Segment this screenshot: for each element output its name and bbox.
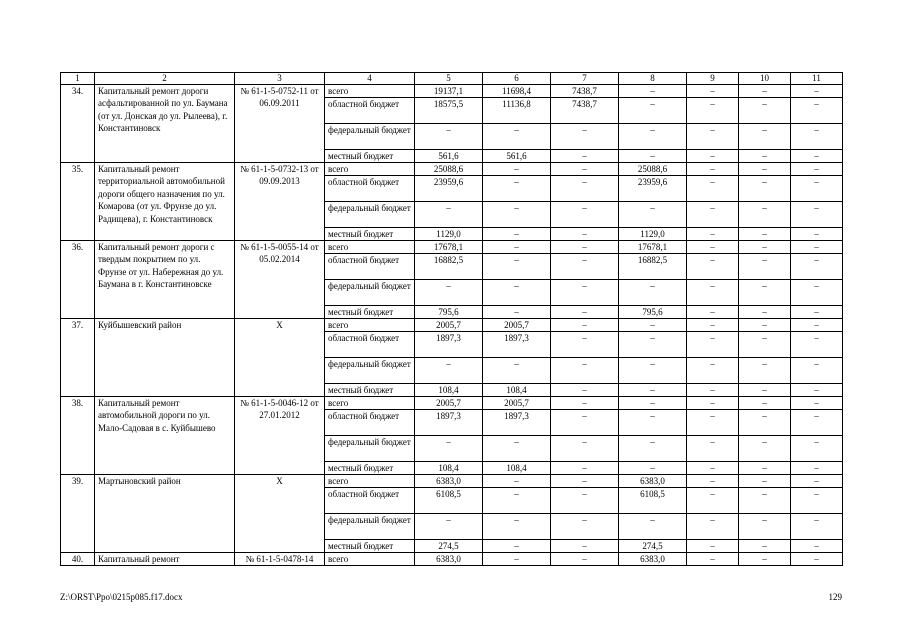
amount-cell: –: [687, 202, 739, 228]
amount-cell: –: [739, 397, 791, 410]
amount-cell: –: [619, 436, 687, 462]
funding-source: областной бюджет: [325, 410, 415, 436]
amount-cell: –: [687, 475, 739, 488]
amount-cell: –: [483, 241, 551, 254]
registration-number: № 61-1-5-0478-14: [235, 553, 325, 566]
amount-cell: –: [619, 319, 687, 332]
amount-cell: –: [483, 176, 551, 202]
amount-cell: 6383,0: [619, 553, 687, 566]
row-number: 34.: [61, 85, 95, 163]
amount-cell: 274,5: [619, 540, 687, 553]
amount-cell: –: [687, 462, 739, 475]
object-name: Капитальный ремонт дороги асфальтированной по ул. Баумана (от ул. Донская до ул. Рылеева), г. Константиновск: [95, 85, 235, 163]
funding-source: федеральный бюджет: [325, 124, 415, 150]
amount-cell: 6383,0: [619, 475, 687, 488]
amount-cell: 16882,5: [619, 254, 687, 280]
amount-cell: –: [687, 163, 739, 176]
amount-cell: 2005,7: [483, 397, 551, 410]
amount-cell: –: [551, 358, 619, 384]
amount-cell: –: [551, 280, 619, 306]
table-row: [61, 85, 843, 98]
funding-source: местный бюджет: [325, 384, 415, 397]
amount-cell: 17678,1: [619, 241, 687, 254]
funding-source: федеральный бюджет: [325, 202, 415, 228]
amount-cell: –: [551, 202, 619, 228]
amount-cell: –: [739, 228, 791, 241]
amount-cell: –: [551, 410, 619, 436]
amount-cell: –: [687, 358, 739, 384]
funding-source: местный бюджет: [325, 462, 415, 475]
amount-cell: –: [687, 228, 739, 241]
amount-cell: –: [619, 384, 687, 397]
file-path: Z:\ORST\Ppo\0215p085.f17.docx: [60, 592, 183, 602]
table-row: [61, 397, 843, 410]
table-body: [61, 85, 843, 566]
amount-cell: –: [739, 488, 791, 514]
amount-cell: 108,4: [415, 384, 483, 397]
amount-cell: –: [739, 410, 791, 436]
amount-cell: 25088,6: [415, 163, 483, 176]
amount-cell: –: [739, 332, 791, 358]
funding-source: всего: [325, 319, 415, 332]
amount-cell: –: [739, 319, 791, 332]
amount-cell: –: [687, 124, 739, 150]
registration-number: № 61-1-5-0732-13 от 09.09.2013: [235, 163, 325, 241]
object-name: Капитальный ремонт дороги с твердым покрытием по ул. Фрунзе от ул. Набережная до ул. Баумана в г. Константиновске: [95, 241, 235, 319]
amount-cell: –: [619, 280, 687, 306]
amount-cell: –: [791, 358, 843, 384]
amount-cell: 795,6: [619, 306, 687, 319]
amount-cell: 6383,0: [415, 553, 483, 566]
amount-cell: –: [791, 124, 843, 150]
amount-cell: –: [619, 514, 687, 540]
amount-cell: –: [619, 397, 687, 410]
amount-cell: –: [791, 384, 843, 397]
amount-cell: –: [551, 254, 619, 280]
funding-source: областной бюджет: [325, 488, 415, 514]
amount-cell: 1897,3: [415, 410, 483, 436]
object-name: Куйбышевский район: [95, 319, 235, 397]
amount-cell: –: [687, 306, 739, 319]
amount-cell: –: [739, 124, 791, 150]
amount-cell: –: [791, 397, 843, 410]
amount-cell: –: [791, 540, 843, 553]
amount-cell: –: [739, 475, 791, 488]
registration-number: X: [235, 475, 325, 553]
funding-source: местный бюджет: [325, 540, 415, 553]
amount-cell: –: [619, 98, 687, 124]
amount-cell: 108,4: [483, 462, 551, 475]
amount-cell: –: [551, 540, 619, 553]
amount-cell: –: [619, 150, 687, 163]
amount-cell: –: [551, 163, 619, 176]
amount-cell: –: [739, 163, 791, 176]
amount-cell: –: [551, 124, 619, 150]
amount-cell: –: [551, 553, 619, 566]
amount-cell: 108,4: [415, 462, 483, 475]
amount-cell: –: [551, 241, 619, 254]
amount-cell: –: [687, 98, 739, 124]
amount-cell: –: [619, 85, 687, 98]
amount-cell: –: [551, 514, 619, 540]
col-header: 4: [325, 73, 415, 85]
table-row: [61, 163, 843, 176]
amount-cell: 561,6: [483, 150, 551, 163]
amount-cell: –: [739, 176, 791, 202]
amount-cell: 25088,6: [619, 163, 687, 176]
amount-cell: –: [415, 514, 483, 540]
amount-cell: –: [687, 280, 739, 306]
amount-cell: 6383,0: [415, 475, 483, 488]
funding-source: всего: [325, 553, 415, 566]
amount-cell: –: [551, 462, 619, 475]
col-header: 3: [235, 73, 325, 85]
amount-cell: –: [791, 85, 843, 98]
amount-cell: –: [551, 306, 619, 319]
registration-number: X: [235, 319, 325, 397]
col-header: 1: [61, 73, 95, 85]
amount-cell: –: [687, 332, 739, 358]
amount-cell: –: [483, 436, 551, 462]
amount-cell: –: [739, 553, 791, 566]
col-header: 7: [551, 73, 619, 85]
amount-cell: –: [791, 488, 843, 514]
table-row: [61, 319, 843, 332]
amount-cell: –: [483, 254, 551, 280]
amount-cell: –: [415, 280, 483, 306]
amount-cell: 6108,5: [415, 488, 483, 514]
amount-cell: 16882,5: [415, 254, 483, 280]
row-number: 39.: [61, 475, 95, 553]
amount-cell: –: [483, 358, 551, 384]
amount-cell: –: [619, 410, 687, 436]
amount-cell: 1129,0: [619, 228, 687, 241]
amount-cell: 795,6: [415, 306, 483, 319]
funding-source: всего: [325, 475, 415, 488]
funding-source: областной бюджет: [325, 254, 415, 280]
amount-cell: –: [551, 150, 619, 163]
amount-cell: –: [739, 150, 791, 163]
amount-cell: –: [619, 202, 687, 228]
amount-cell: –: [551, 319, 619, 332]
object-name: Капитальный ремонт автомобильной дороги по ул. Мало-Садовая в с. Куйбышево: [95, 397, 235, 475]
amount-cell: –: [739, 280, 791, 306]
amount-cell: –: [739, 436, 791, 462]
amount-cell: –: [791, 254, 843, 280]
registration-number: № 61-1-5-0046-12 от 27.01.2012: [235, 397, 325, 475]
amount-cell: –: [551, 488, 619, 514]
funding-source: местный бюджет: [325, 306, 415, 319]
amount-cell: –: [791, 241, 843, 254]
amount-cell: –: [739, 540, 791, 553]
amount-cell: –: [687, 241, 739, 254]
amount-cell: –: [791, 98, 843, 124]
col-header: 2: [95, 73, 235, 85]
amount-cell: –: [687, 553, 739, 566]
amount-cell: –: [739, 254, 791, 280]
amount-cell: –: [687, 410, 739, 436]
amount-cell: 18575,5: [415, 98, 483, 124]
amount-cell: –: [739, 358, 791, 384]
amount-cell: 7438,7: [551, 85, 619, 98]
funding-source: областной бюджет: [325, 332, 415, 358]
amount-cell: –: [483, 553, 551, 566]
amount-cell: –: [415, 358, 483, 384]
funding-source: федеральный бюджет: [325, 436, 415, 462]
amount-cell: –: [551, 228, 619, 241]
amount-cell: –: [791, 176, 843, 202]
amount-cell: –: [739, 202, 791, 228]
amount-cell: –: [619, 332, 687, 358]
col-header: 9: [687, 73, 739, 85]
amount-cell: 561,6: [415, 150, 483, 163]
amount-cell: –: [687, 254, 739, 280]
amount-cell: –: [791, 150, 843, 163]
amount-cell: 274,5: [415, 540, 483, 553]
row-number: 40.: [61, 553, 95, 566]
amount-cell: –: [619, 358, 687, 384]
funding-source: местный бюджет: [325, 228, 415, 241]
amount-cell: –: [551, 384, 619, 397]
registration-number: № 61-1-5-0752-11 от 06.09.2011: [235, 85, 325, 163]
amount-cell: 17678,1: [415, 241, 483, 254]
row-number: 35.: [61, 163, 95, 241]
amount-cell: –: [791, 475, 843, 488]
amount-cell: –: [791, 332, 843, 358]
amount-cell: –: [619, 124, 687, 150]
amount-cell: 23959,6: [415, 176, 483, 202]
amount-cell: –: [791, 553, 843, 566]
amount-cell: –: [739, 85, 791, 98]
amount-cell: –: [619, 462, 687, 475]
amount-cell: 108,4: [483, 384, 551, 397]
row-number: 38.: [61, 397, 95, 475]
amount-cell: –: [483, 475, 551, 488]
funding-source: всего: [325, 163, 415, 176]
amount-cell: –: [551, 397, 619, 410]
funding-source: всего: [325, 397, 415, 410]
budget-table: [60, 72, 843, 566]
amount-cell: 1897,3: [415, 332, 483, 358]
amount-cell: 6108,5: [619, 488, 687, 514]
row-number: 36.: [61, 241, 95, 319]
funding-source: местный бюджет: [325, 150, 415, 163]
amount-cell: –: [483, 163, 551, 176]
amount-cell: –: [483, 306, 551, 319]
amount-cell: –: [687, 540, 739, 553]
amount-cell: –: [687, 176, 739, 202]
amount-cell: –: [415, 202, 483, 228]
amount-cell: 23959,6: [619, 176, 687, 202]
amount-cell: –: [483, 280, 551, 306]
funding-source: федеральный бюджет: [325, 358, 415, 384]
amount-cell: –: [791, 228, 843, 241]
header-row: [61, 73, 843, 85]
amount-cell: –: [415, 124, 483, 150]
amount-cell: –: [687, 85, 739, 98]
amount-cell: –: [687, 397, 739, 410]
amount-cell: –: [739, 241, 791, 254]
amount-cell: –: [687, 514, 739, 540]
amount-cell: –: [483, 514, 551, 540]
funding-source: всего: [325, 241, 415, 254]
amount-cell: –: [483, 540, 551, 553]
object-name: Капитальный ремонт территориальной автомобильной дороги общего назначения по ул. Комарова (от ул. Фрунзе до ул. Радищева), г. Константиновск: [95, 163, 235, 241]
amount-cell: –: [739, 306, 791, 319]
col-header: 10: [739, 73, 791, 85]
col-header: 6: [483, 73, 551, 85]
col-header: 11: [791, 73, 843, 85]
amount-cell: –: [687, 436, 739, 462]
amount-cell: –: [687, 384, 739, 397]
amount-cell: –: [739, 384, 791, 397]
registration-number: № 61-1-5-0055-14 от 05.02.2014: [235, 241, 325, 319]
amount-cell: –: [791, 514, 843, 540]
amount-cell: –: [791, 410, 843, 436]
amount-cell: –: [551, 436, 619, 462]
table-row: [61, 475, 843, 488]
object-name: Капитальный ремонт: [95, 553, 235, 566]
amount-cell: 1129,0: [415, 228, 483, 241]
amount-cell: –: [483, 488, 551, 514]
amount-cell: –: [791, 319, 843, 332]
amount-cell: 19137,1: [415, 85, 483, 98]
col-header: 5: [415, 73, 483, 85]
amount-cell: –: [687, 319, 739, 332]
funding-source: всего: [325, 85, 415, 98]
amount-cell: 11136,8: [483, 98, 551, 124]
row-number: 37.: [61, 319, 95, 397]
amount-cell: –: [687, 150, 739, 163]
amount-cell: 2005,7: [415, 397, 483, 410]
amount-cell: –: [791, 436, 843, 462]
amount-cell: –: [483, 124, 551, 150]
amount-cell: –: [791, 306, 843, 319]
amount-cell: –: [791, 280, 843, 306]
amount-cell: –: [739, 514, 791, 540]
amount-cell: 2005,7: [483, 319, 551, 332]
object-name: Мартыновский район: [95, 475, 235, 553]
amount-cell: –: [739, 462, 791, 475]
funding-source: областной бюджет: [325, 176, 415, 202]
amount-cell: –: [791, 163, 843, 176]
amount-cell: –: [739, 98, 791, 124]
amount-cell: 1897,3: [483, 410, 551, 436]
amount-cell: –: [551, 332, 619, 358]
col-header: 8: [619, 73, 687, 85]
amount-cell: –: [687, 488, 739, 514]
amount-cell: –: [791, 462, 843, 475]
funding-source: федеральный бюджет: [325, 514, 415, 540]
amount-cell: 1897,3: [483, 332, 551, 358]
amount-cell: 2005,7: [415, 319, 483, 332]
amount-cell: –: [791, 202, 843, 228]
amount-cell: 7438,7: [551, 98, 619, 124]
funding-source: федеральный бюджет: [325, 280, 415, 306]
amount-cell: 11698,4: [483, 85, 551, 98]
table-row: [61, 553, 843, 566]
amount-cell: –: [415, 436, 483, 462]
funding-source: областной бюджет: [325, 98, 415, 124]
table-row: [61, 241, 843, 254]
amount-cell: –: [551, 176, 619, 202]
page-number: 129: [828, 592, 842, 602]
amount-cell: –: [551, 475, 619, 488]
amount-cell: –: [483, 202, 551, 228]
amount-cell: –: [483, 228, 551, 241]
